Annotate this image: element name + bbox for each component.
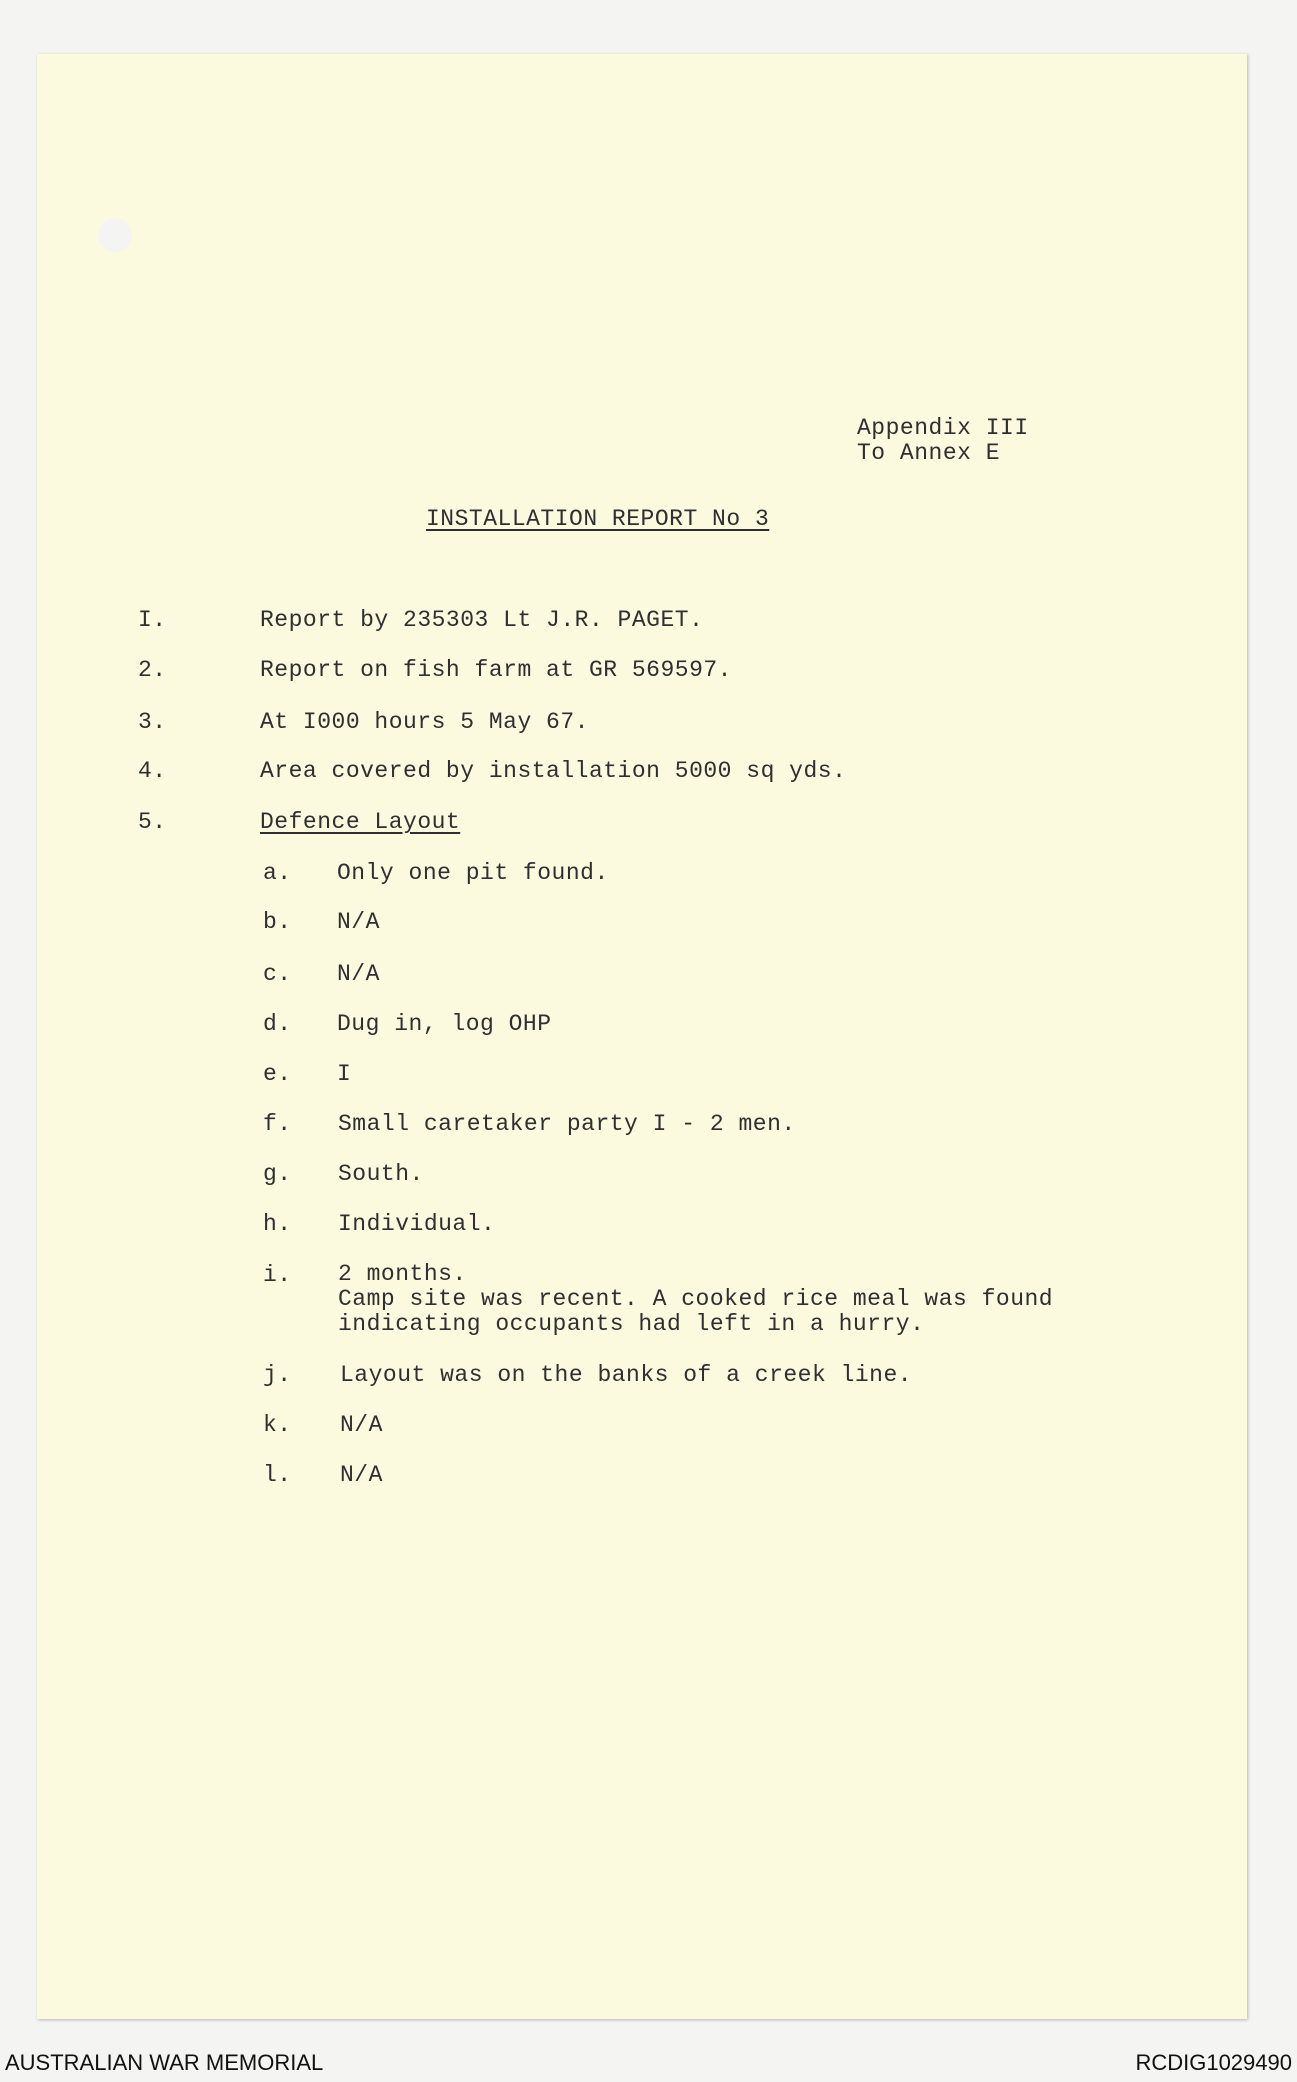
annex-label: To Annex E — [857, 440, 1001, 466]
section-heading: Defence Layout — [260, 809, 461, 835]
appendix-label: Appendix III — [857, 415, 1029, 441]
sub-item-text: Layout was on the banks of a creek line. — [340, 1362, 913, 1388]
source-label: AUSTRALIAN WAR MEMORIAL — [5, 2050, 324, 2075]
item-number: 4. — [138, 758, 167, 784]
sub-item-text: N/A — [337, 961, 380, 987]
sub-item-letter: a. — [263, 860, 292, 886]
report-title: INSTALLATION REPORT No 3 — [426, 506, 770, 532]
item-text: At I000 hours 5 May 67. — [260, 709, 589, 735]
sub-item-letter: d. — [263, 1011, 292, 1037]
sub-item-text: Dug in, log OHP — [337, 1011, 552, 1037]
sub-item-text: I — [337, 1061, 352, 1087]
sub-item-letter: e. — [263, 1061, 292, 1087]
sub-item-line: 2 months. — [338, 1261, 467, 1287]
item-number: 2. — [138, 657, 167, 683]
sub-item-letter: i. — [263, 1262, 292, 1288]
punch-hole — [98, 218, 132, 252]
item-number: 5. — [138, 809, 167, 835]
record-id: RCDIG1029490 — [1135, 2050, 1292, 2075]
sub-item-letter: l. — [263, 1462, 292, 1488]
sub-item-letter: g. — [263, 1161, 292, 1187]
sub-item-line: Camp site was recent. A cooked rice meal was found — [338, 1286, 1054, 1312]
sub-item-text: N/A — [340, 1412, 383, 1438]
sub-item-text: N/A — [337, 909, 380, 935]
item-number: 3. — [138, 709, 167, 735]
sub-item-letter: f. — [263, 1111, 292, 1137]
item-text: Report by 235303 Lt J.R. PAGET. — [260, 607, 704, 633]
item-text: Report on fish farm at GR 569597. — [260, 657, 732, 683]
sub-item-letter: b. — [263, 909, 292, 935]
sub-item-letter: j. — [263, 1362, 292, 1388]
sub-item-letter: c. — [263, 961, 292, 987]
item-number: I. — [138, 607, 167, 633]
sub-item-text: Small caretaker party I - 2 men. — [338, 1111, 796, 1137]
document-page — [37, 54, 1247, 2019]
sub-item-text: N/A — [340, 1462, 383, 1488]
sub-item-line: indicating occupants had left in a hurry. — [338, 1311, 925, 1337]
sub-item-text: South. — [338, 1161, 424, 1187]
sub-item-text: Only one pit found. — [337, 860, 609, 886]
sub-item-letter: k. — [263, 1412, 292, 1438]
sub-item-text: Individual. — [338, 1211, 496, 1237]
sub-item-letter: h. — [263, 1211, 292, 1237]
item-text: Area covered by installation 5000 sq yds. — [260, 758, 847, 784]
